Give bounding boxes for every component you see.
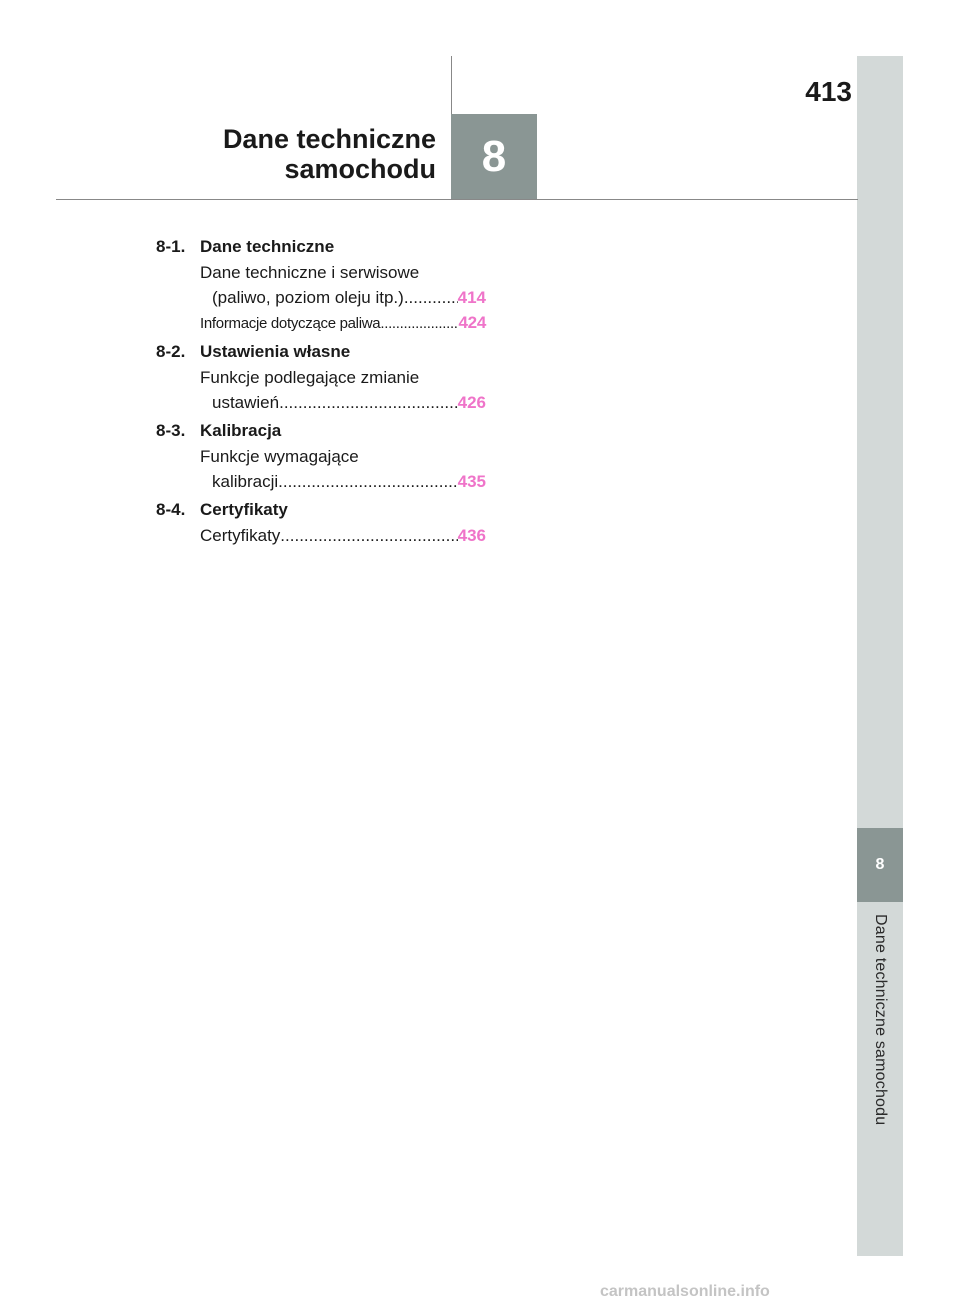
header-horizontal-rule bbox=[56, 199, 858, 200]
chapter-title-line1: Dane techniczne bbox=[222, 124, 436, 154]
toc-section-8-1 bbox=[156, 234, 486, 260]
page-ref-link[interactable]: 414 bbox=[457, 288, 486, 307]
section-number: 8-4. bbox=[156, 500, 186, 519]
toc-entry-funkcje-zmiany[interactable] bbox=[200, 365, 486, 415]
section-title: Certyfikaty bbox=[200, 500, 288, 519]
page-ref-link[interactable]: 436 bbox=[457, 526, 486, 545]
dot-leader bbox=[404, 285, 458, 310]
dot-leader bbox=[279, 390, 458, 415]
dot-leader bbox=[380, 311, 458, 336]
section-title: Kalibracja bbox=[200, 421, 282, 440]
section-title: Dane techniczne bbox=[200, 237, 335, 256]
toc-entry-informacje-paliwa[interactable] bbox=[200, 310, 486, 336]
chapter-number: 8 bbox=[481, 131, 507, 181]
dot-leader bbox=[278, 469, 457, 494]
toc-section-8-3 bbox=[156, 418, 486, 444]
entry-line1: Funkcje wymagające bbox=[200, 447, 359, 466]
entry-text: Informacje dotyczące paliwa bbox=[200, 315, 381, 332]
page-ref-link[interactable]: 424 bbox=[458, 313, 486, 332]
entry-text: Certyfikaty bbox=[200, 526, 281, 545]
chapter-number-box bbox=[451, 114, 537, 199]
page-number: 413 bbox=[805, 76, 852, 107]
section-number: 8-1. bbox=[156, 237, 186, 256]
entry-line1: Dane techniczne i serwisowe bbox=[200, 263, 420, 282]
side-label-text: Dane techniczne samochodu bbox=[872, 914, 889, 1126]
header-vertical-rule bbox=[451, 56, 452, 114]
toc-entry-funkcje-kalibracji[interactable] bbox=[200, 444, 486, 494]
toc-section-8-4 bbox=[156, 497, 486, 523]
dot-leader bbox=[280, 523, 457, 548]
side-label bbox=[857, 902, 903, 1162]
chapter-title-line2: samochodu bbox=[284, 154, 436, 184]
entry-line2: ustawień bbox=[212, 393, 280, 412]
watermark: carmanualsonline.info bbox=[600, 1283, 770, 1300]
section-number: 8-3. bbox=[156, 421, 186, 440]
toc-entry-certyfikaty[interactable] bbox=[200, 523, 486, 548]
section-number: 8-2. bbox=[156, 342, 186, 361]
entry-line2: kalibracji bbox=[212, 472, 279, 491]
entry-line2: (paliwo, poziom oleju itp.) bbox=[212, 288, 404, 307]
toc-entry-dane-techniczne-serwisowe[interactable] bbox=[200, 260, 486, 310]
toc-section-8-2 bbox=[156, 339, 486, 365]
entry-line1: Funkcje podlegające zmianie bbox=[200, 368, 420, 387]
table-of-contents bbox=[156, 234, 486, 548]
page-ref-link[interactable]: 435 bbox=[457, 472, 486, 491]
chapter-title bbox=[150, 124, 436, 184]
side-tab-number: 8 bbox=[875, 856, 885, 873]
section-title: Ustawienia własne bbox=[200, 342, 351, 361]
page-ref-link[interactable]: 426 bbox=[457, 393, 486, 412]
chapter-side-tab[interactable] bbox=[857, 828, 903, 902]
